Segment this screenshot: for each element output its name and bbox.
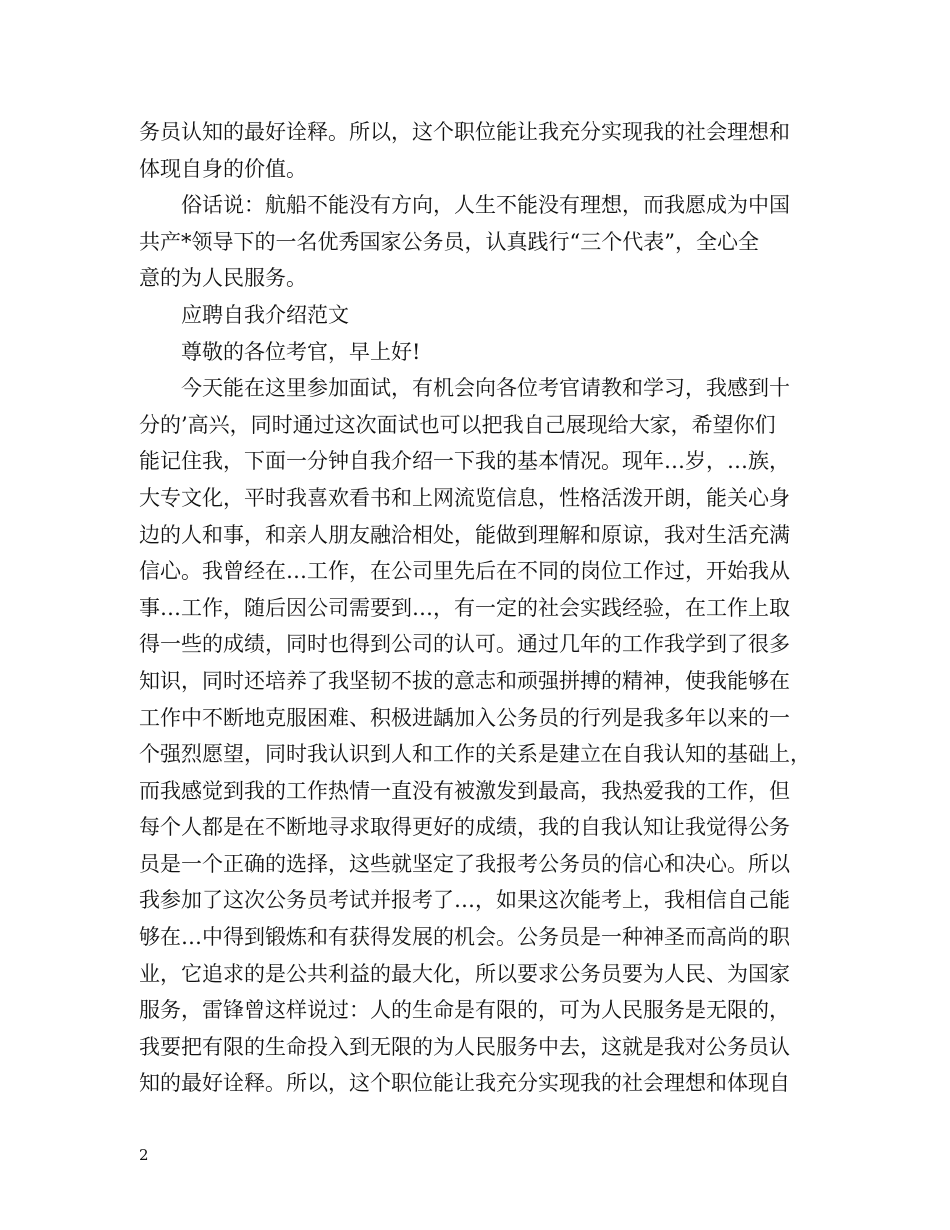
text-line: 我要把有限的生命投入到无限的为人民服务中去，这就是我对公务员认	[139, 1034, 790, 1059]
text-line: 边的人和事，和亲人朋友融洽相处，能做到理解和原谅，我对生活充满	[139, 522, 790, 547]
text-line: 分的’高兴，同时通过这次面试也可以把我自己展现给大家，希望你们	[139, 412, 776, 437]
text-line: 意的为人民服务。	[139, 266, 307, 291]
section-heading: 应聘自我介绍范文	[181, 302, 349, 327]
page-number: 2	[139, 1146, 149, 1164]
text-line: 工作中不断地克服困难、积极进龋加入公务员的行列是我多年以来的一	[139, 705, 790, 730]
text-line: 个强烈愿望，同时我认识到人和工作的关系是建立在自我认知的基础上，	[139, 742, 811, 767]
text-line: 知识，同时还培养了我坚韧不拔的意志和顽强拼搏的精神，使我能够在	[139, 668, 790, 693]
text-line: 够在…中得到锻炼和有获得发展的机会。公务员是一种神圣而高尚的职	[139, 925, 790, 950]
text-line: 而我感觉到我的工作热情一直没有被激发到最高，我热爱我的工作，但	[139, 778, 790, 803]
text-line: 知的最好诠释。所以，这个职位能让我充分实现我的社会理想和体现自	[139, 1071, 790, 1096]
text-line: 得一些的成绩，同时也得到公司的认可。通过几年的工作我学到了很多	[139, 632, 790, 657]
text-line: 共产*领导下的一名优秀国家公务员，认真践行“三个代表”，全心全	[139, 229, 759, 254]
text-line: 员是一个正确的选择，这些就坚定了我报考公务员的信心和决心。所以	[139, 851, 790, 876]
text-line: 我参加了这次公务员考试并报考了…，如果这次能考上，我相信自己能	[139, 888, 790, 913]
text-line: 今天能在这里参加面试，有机会向各位考官请教和学习，我感到十	[181, 376, 790, 401]
text-line: 信心。我曾经在…工作，在公司里先后在不同的岗位工作过，开始我从	[139, 559, 790, 584]
greeting: 尊敬的各位考官，早上好!	[181, 339, 421, 364]
text-line: 能记住我，下面一分钟自我介绍一下我的基本情况。现年…岁，…族，	[139, 449, 790, 474]
text-line: 每个人都是在不断地寻求取得更好的成绩，我的自我认知让我觉得公务	[139, 815, 790, 840]
text-line: 务员认知的最好诠释。所以，这个职位能让我充分实现我的社会理想和	[139, 120, 790, 144]
text-line: 服务，雷锋曾这样说过：人的生命是有限的，可为人民服务是无限的，	[139, 998, 790, 1023]
text-line: 业，它追求的是公共利益的最大化，所以要求公务员要为人民、为国家	[139, 961, 790, 986]
text-line: 体现自身的价值。	[139, 156, 307, 181]
text-line: 俗话说：航船不能没有方向，人生不能没有理想，而我愿成为中国	[181, 193, 790, 218]
text-line: 事…工作，随后因公司需要到…，有一定的社会实践经验，在工作上取	[139, 595, 790, 620]
body-text	[139, 114, 829, 1102]
text-line: 大专文化，平时我喜欢看书和上网流览信息，性格活泼开朗，能关心身	[139, 485, 790, 510]
